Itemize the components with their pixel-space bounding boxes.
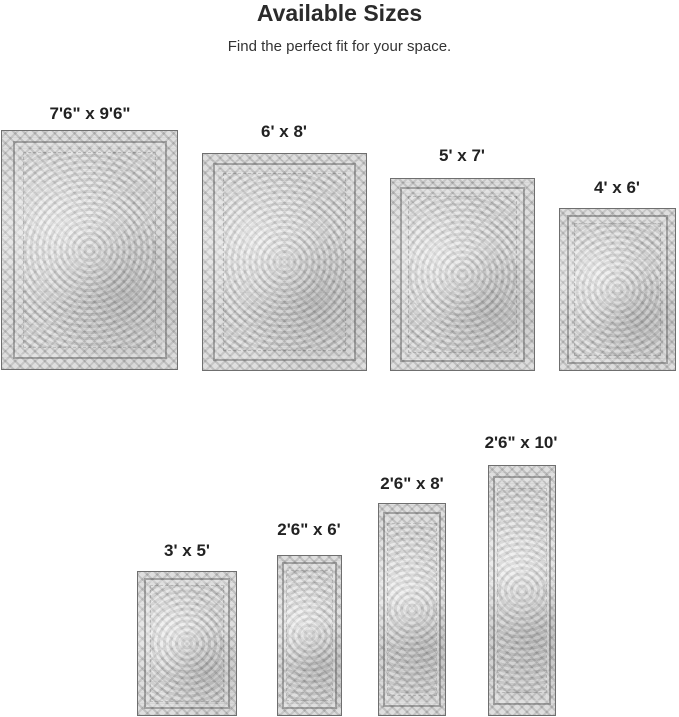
rug-image — [390, 178, 535, 371]
size-label: 2'6" x 8' — [380, 474, 444, 493]
rug-image — [378, 503, 446, 716]
page-title: Available Sizes — [256, 0, 423, 26]
size-label: 5' x 7' — [439, 146, 485, 165]
size-label: 6' x 8' — [261, 122, 307, 141]
rug-image — [202, 153, 367, 371]
size-label: 4' x 6' — [594, 178, 640, 197]
page-subtitle: Find the perfect fit for your space. — [227, 38, 452, 55]
size-label: 3' x 5' — [164, 541, 210, 560]
size-label: 7'6" x 9'6" — [49, 104, 131, 123]
rug-image — [488, 465, 556, 716]
rug-image — [137, 571, 237, 716]
size-label: 2'6" x 6' — [277, 520, 341, 539]
size-label: 2'6" x 10' — [484, 433, 558, 452]
rug-image — [1, 130, 178, 370]
rug-image — [277, 555, 342, 716]
rug-image — [559, 208, 676, 371]
